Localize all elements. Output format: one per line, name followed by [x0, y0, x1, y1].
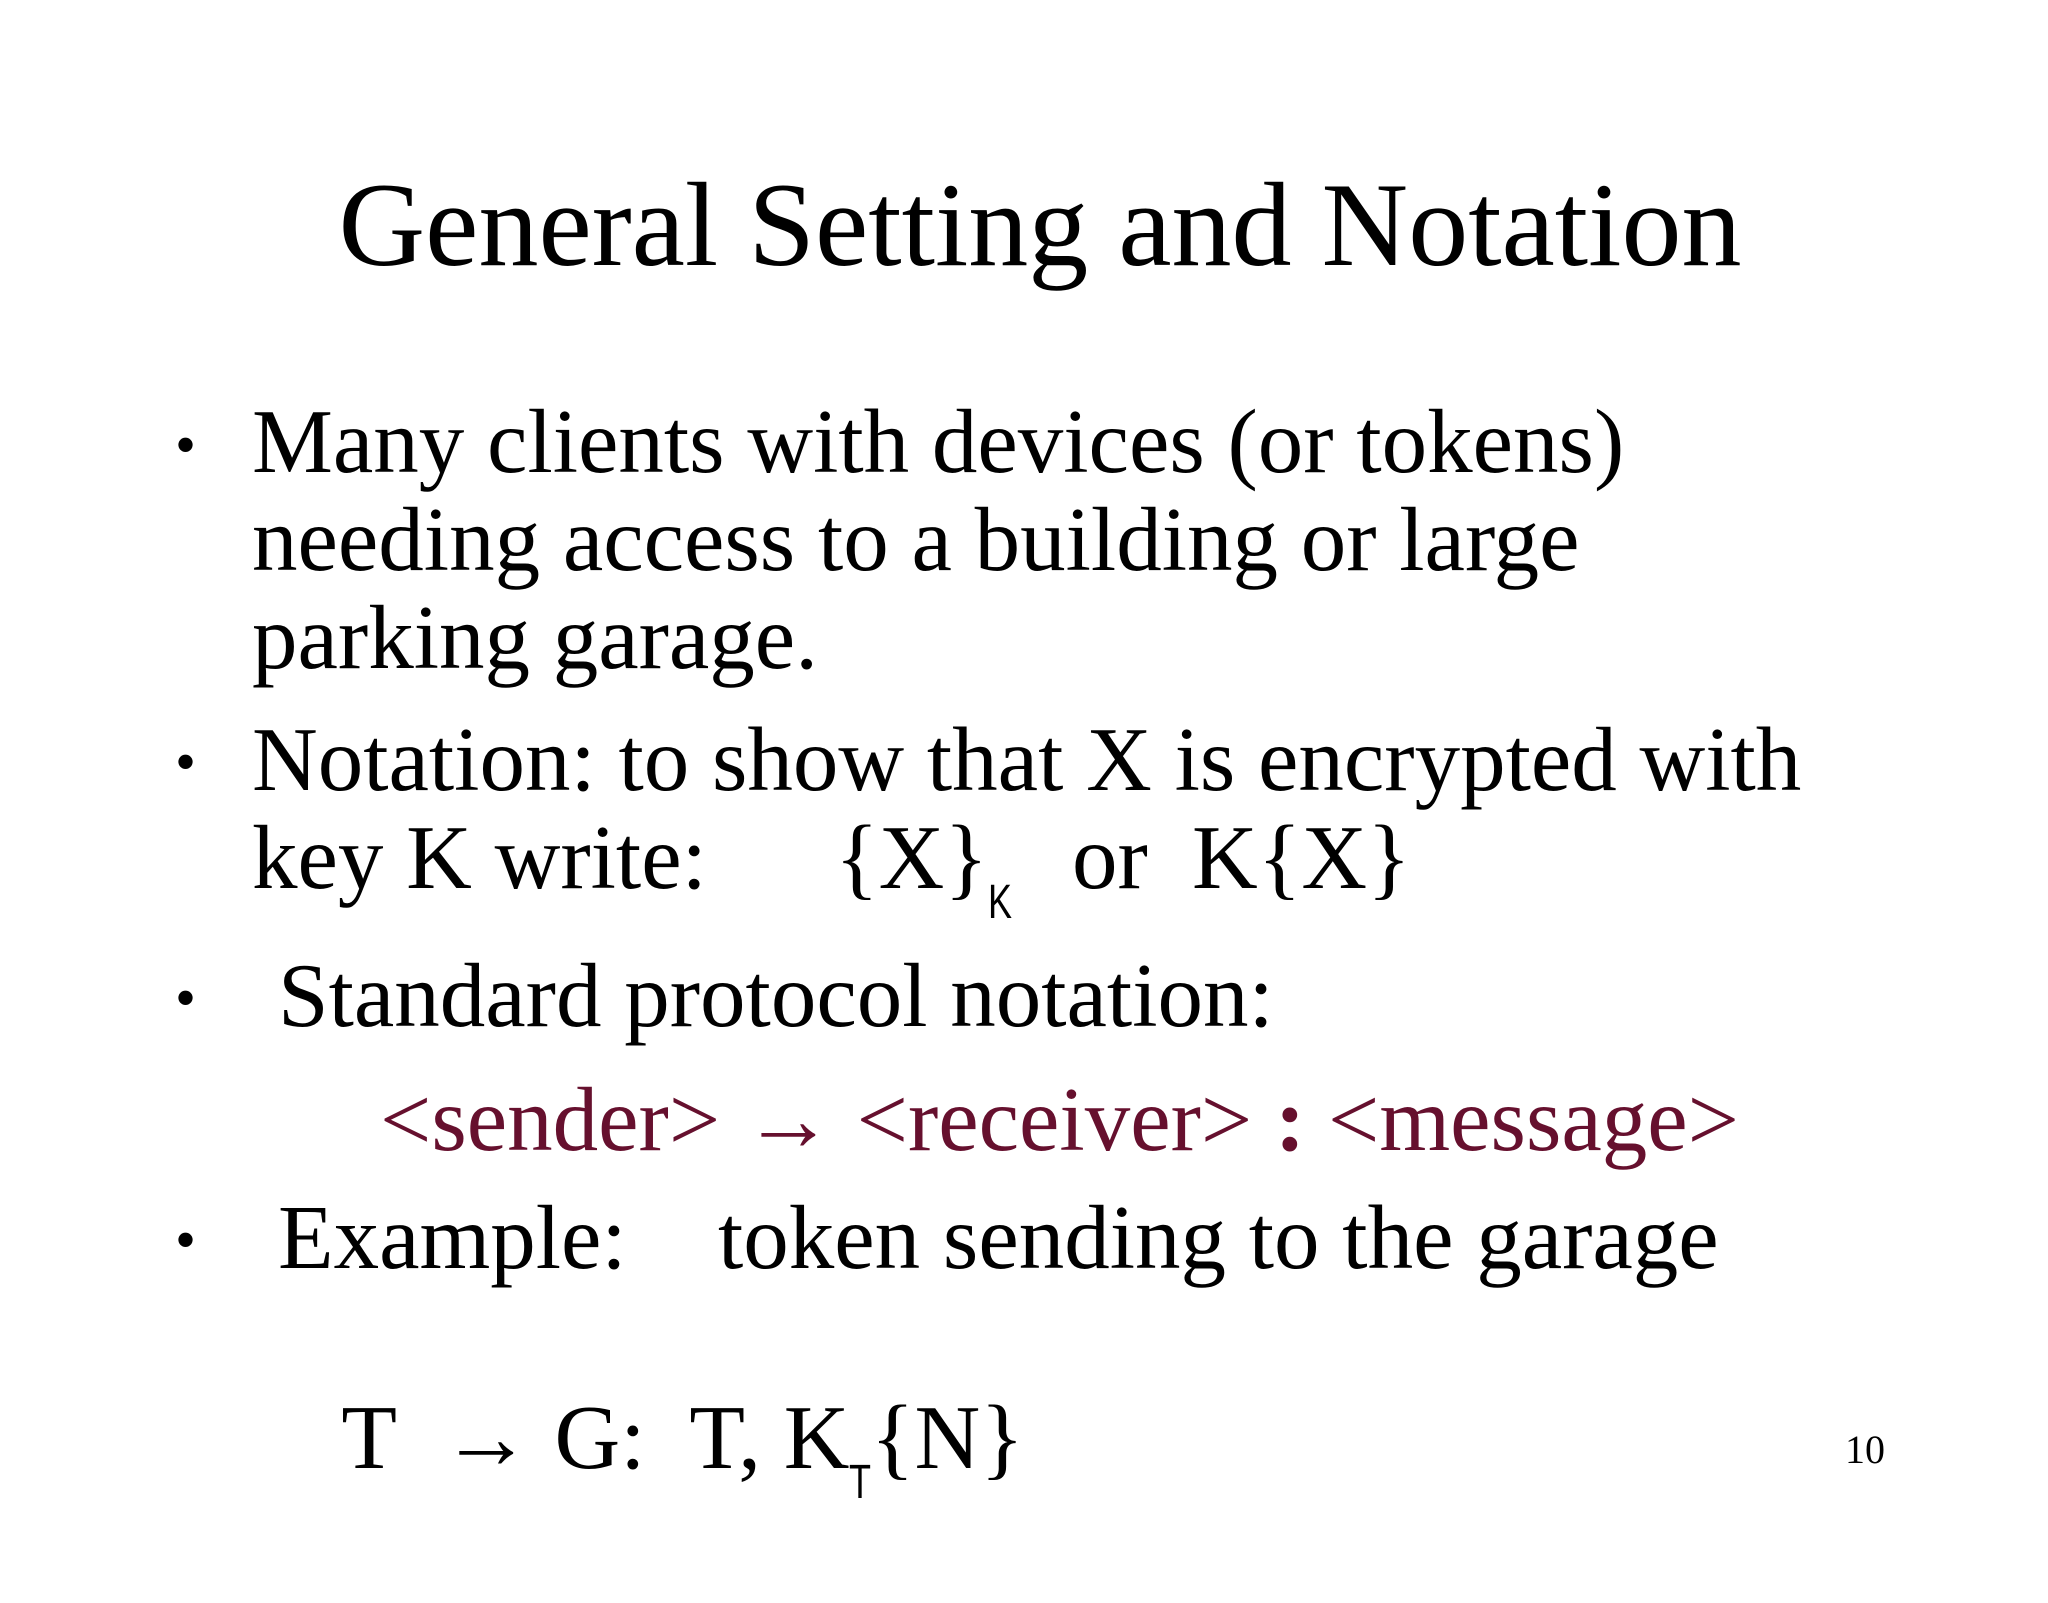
slide-title: General Setting and Notation: [338, 158, 1742, 291]
protocol-receiver: <receiver>: [856, 1069, 1253, 1170]
protocol-arrow: →: [742, 1069, 834, 1170]
example-prefix: T → G: T, K: [341, 1387, 850, 1488]
protocol-message: <message>: [1328, 1069, 1739, 1170]
bullet-1-line-2: needing access to a building or large: [252, 489, 1580, 590]
example-suffix: {N}: [870, 1387, 1024, 1488]
encryption-formula-subscript: [835, 807, 1020, 929]
formula-subscript-k: K: [988, 876, 1013, 929]
bullet-1-line-1: Many clients with devices (or tokens): [252, 391, 1625, 492]
bullet-4-label: Example:: [278, 1187, 627, 1288]
bullet-4-text: token sending to the garage: [718, 1187, 1719, 1288]
bullet-3-text: Standard protocol notation:: [278, 945, 1274, 1046]
bullet-2-line-1: Notation: to show that X is encrypted with: [252, 709, 1802, 810]
protocol-sender: <sender>: [380, 1069, 721, 1170]
protocol-colon: :: [1274, 1069, 1306, 1170]
example-message: [252, 1288, 1024, 1603]
encryption-formula-prefix: K{X}: [1192, 807, 1411, 908]
example-subscript-t: T: [849, 1456, 872, 1509]
bullet-marker: •: [175, 412, 197, 478]
bullet-marker: •: [175, 1207, 197, 1273]
bullet-1-line-3: parking garage.: [252, 587, 818, 688]
formula-braces: {X}: [835, 807, 989, 908]
protocol-notation: [380, 1070, 1739, 1170]
formula-or: or: [1072, 807, 1148, 908]
bullet-2-line-2-prefix: key K write:: [252, 807, 707, 908]
page-number: 10: [1845, 1427, 1885, 1472]
bullet-marker: •: [175, 729, 197, 795]
bullet-marker: •: [175, 965, 197, 1031]
